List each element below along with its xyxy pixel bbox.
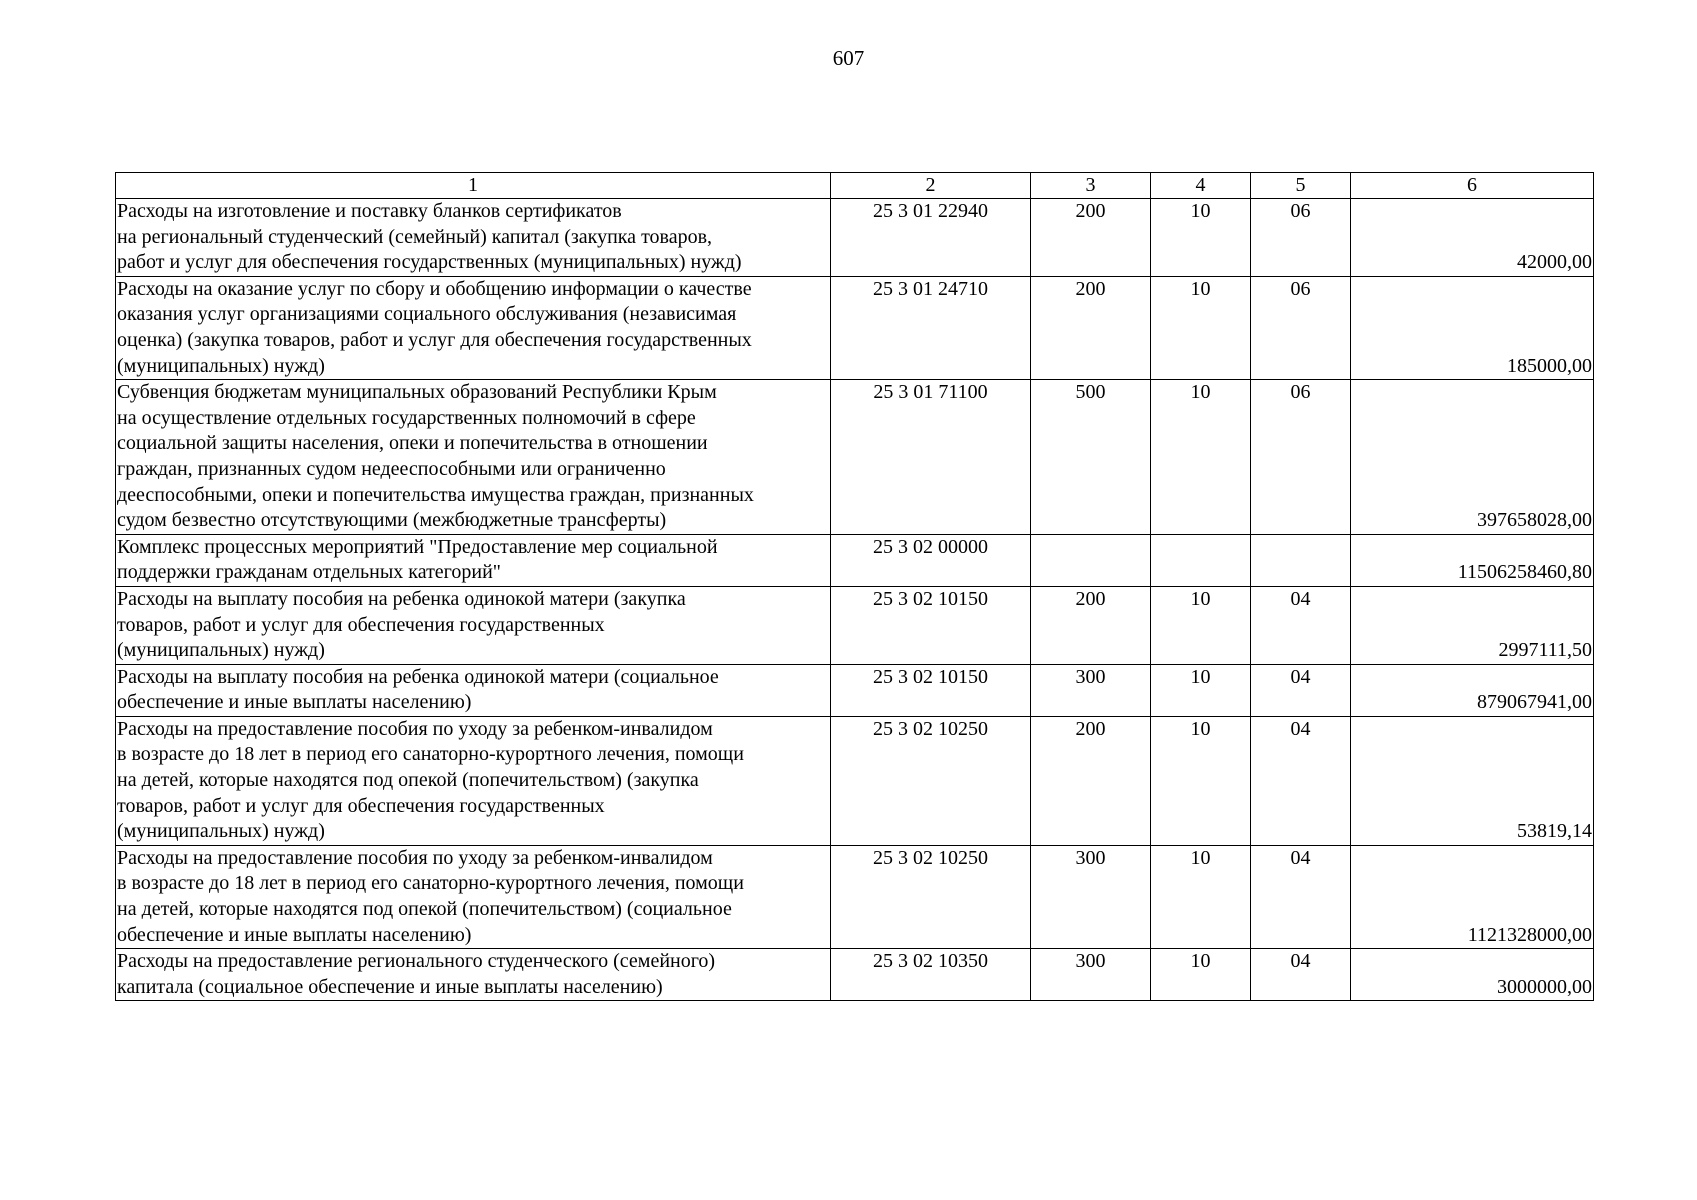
row-description xyxy=(116,586,831,664)
row-subsection: 04 xyxy=(1251,716,1351,845)
row-amount: 879067941,00 xyxy=(1351,664,1594,716)
description-line: Расходы на изготовление и поставку бланков сертификатов xyxy=(117,200,622,222)
row-expense-type xyxy=(1031,534,1151,586)
row-section xyxy=(1151,534,1251,586)
table-row xyxy=(116,664,1594,716)
description-line: (муниципальных) нужд) xyxy=(117,639,325,662)
row-subsection: 04 xyxy=(1251,586,1351,664)
page-number: 607 xyxy=(832,46,865,70)
row-description xyxy=(116,716,831,845)
row-section: 10 xyxy=(1151,276,1251,379)
description-line: капитала (социальное обеспечение и иные выплаты населению) xyxy=(117,975,663,998)
row-description xyxy=(116,949,831,1001)
description-line: Расходы на предоставление пособия по уходу за ребенком-инвалидом xyxy=(117,717,713,740)
description-line: Комплекс процессных мероприятий "Предоставление мер социальной xyxy=(117,535,718,558)
description-line: Расходы на предоставление пособия по уходу за ребенком-инвалидом xyxy=(117,846,713,869)
row-expense-type: 200 xyxy=(1031,716,1151,845)
row-expense-type: 500 xyxy=(1031,380,1151,535)
description-line: Расходы на выплату пособия на ребенка одинокой матери (социальное xyxy=(117,665,719,688)
row-section: 10 xyxy=(1151,199,1251,277)
row-target-code: 25 3 02 10150 xyxy=(831,664,1031,716)
description-line: (муниципальных) нужд) xyxy=(117,820,325,843)
description-line: на осуществление отдельных государственных полномочий в сфере xyxy=(117,406,696,429)
row-amount: 11506258460,80 xyxy=(1351,534,1594,586)
table-row xyxy=(116,845,1594,948)
row-description xyxy=(116,380,831,535)
table-row xyxy=(116,716,1594,845)
description-line: поддержки гражданам отдельных категорий" xyxy=(117,561,501,584)
row-description xyxy=(116,534,831,586)
header-col-3: 3 xyxy=(1031,173,1151,199)
row-section: 10 xyxy=(1151,845,1251,948)
row-subsection: 06 xyxy=(1251,380,1351,535)
header-col-6: 6 xyxy=(1351,173,1594,199)
row-section: 10 xyxy=(1151,380,1251,535)
budget-table xyxy=(115,172,1594,1001)
row-target-code: 25 3 02 10250 xyxy=(831,716,1031,845)
description-line: судом безвестно отсутствующими (межбюджетные трансферты) xyxy=(117,509,667,532)
row-section: 10 xyxy=(1151,716,1251,845)
row-target-code: 25 3 02 10350 xyxy=(831,949,1031,1001)
description-line: Субвенция бюджетам муниципальных образований Республики Крым xyxy=(117,381,717,404)
row-amount: 3000000,00 xyxy=(1351,949,1594,1001)
description-line: на региональный студенческий (семейный) капитал (закупка товаров, xyxy=(117,225,713,248)
row-amount: 185000,00 xyxy=(1351,276,1594,379)
row-target-code: 25 3 01 71100 xyxy=(831,380,1031,535)
table-row xyxy=(116,380,1594,535)
header-col-1: 1 xyxy=(116,173,831,199)
row-expense-type: 300 xyxy=(1031,949,1151,1001)
row-subsection: 04 xyxy=(1251,949,1351,1001)
table-row xyxy=(116,586,1594,664)
header-col-5: 5 xyxy=(1251,173,1351,199)
row-description xyxy=(116,664,831,716)
description-line: оценка) (закупка товаров, работ и услуг для обеспечения государственных xyxy=(117,328,752,351)
table-row xyxy=(116,534,1594,586)
table-row xyxy=(116,276,1594,379)
row-subsection: 06 xyxy=(1251,199,1351,277)
row-subsection: 04 xyxy=(1251,664,1351,716)
description-line: в возрасте до 18 лет в период его санаторно-курортного лечения, помощи xyxy=(117,743,744,766)
row-expense-type: 200 xyxy=(1031,586,1151,664)
row-target-code: 25 3 02 10150 xyxy=(831,586,1031,664)
row-section: 10 xyxy=(1151,586,1251,664)
row-description xyxy=(116,199,831,277)
description-line: работ и услуг для обеспечения государственных (муниципальных) нужд) xyxy=(117,251,742,274)
description-line: (муниципальных) нужд) xyxy=(117,354,325,377)
row-amount: 2997111,50 xyxy=(1351,586,1594,664)
description-line: на детей, которые находятся под опекой (попечительством) (закупка xyxy=(117,769,699,792)
description-line: граждан, признанных судом недееспособными или ограниченно xyxy=(117,457,666,480)
row-description xyxy=(116,276,831,379)
description-line: в возрасте до 18 лет в период его санаторно-курортного лечения, помощи xyxy=(117,872,744,895)
description-line: социальной защиты населения, опеки и попечительства в отношении xyxy=(117,432,708,455)
description-line: товаров, работ и услуг для обеспечения государственных xyxy=(117,794,605,817)
row-description xyxy=(116,845,831,948)
row-target-code: 25 3 02 10250 xyxy=(831,845,1031,948)
header-col-4: 4 xyxy=(1151,173,1251,199)
row-subsection xyxy=(1251,534,1351,586)
description-line: обеспечение и иные выплаты населению) xyxy=(117,691,472,714)
header-col-2: 2 xyxy=(831,173,1031,199)
description-line: на детей, которые находятся под опекой (попечительством) (социальное xyxy=(117,898,732,921)
header-row xyxy=(116,173,1594,199)
row-subsection: 06 xyxy=(1251,276,1351,379)
row-amount: 42000,00 xyxy=(1351,199,1594,277)
table-row xyxy=(116,949,1594,1001)
table-row xyxy=(116,199,1594,277)
description-line: товаров, работ и услуг для обеспечения государственных xyxy=(117,613,605,636)
row-amount: 397658028,00 xyxy=(1351,380,1594,535)
row-expense-type: 200 xyxy=(1031,276,1151,379)
row-amount: 53819,14 xyxy=(1351,716,1594,845)
row-subsection: 04 xyxy=(1251,845,1351,948)
row-expense-type: 300 xyxy=(1031,845,1151,948)
description-line: Расходы на предоставление регионального студенческого (семейного) xyxy=(117,950,716,973)
row-section: 10 xyxy=(1151,664,1251,716)
row-target-code: 25 3 01 22940 xyxy=(831,199,1031,277)
row-section: 10 xyxy=(1151,949,1251,1001)
description-line: Расходы на выплату пособия на ребенка одинокой матери (закупка xyxy=(117,587,686,610)
description-line: оказания услуг организациями социального обслуживания (независимая xyxy=(117,303,737,326)
description-line: обеспечение и иные выплаты населению) xyxy=(117,923,472,946)
table-body xyxy=(116,199,1594,1001)
row-target-code: 25 3 02 00000 xyxy=(831,534,1031,586)
row-target-code: 25 3 01 24710 xyxy=(831,276,1031,379)
description-line: дееспособными, опеки и попечительства имущества граждан, признанных xyxy=(117,483,754,506)
row-expense-type: 300 xyxy=(1031,664,1151,716)
row-expense-type: 200 xyxy=(1031,199,1151,277)
description-line: Расходы на оказание услуг по сбору и обобщению информации о качестве xyxy=(117,277,752,300)
row-amount: 1121328000,00 xyxy=(1351,845,1594,948)
